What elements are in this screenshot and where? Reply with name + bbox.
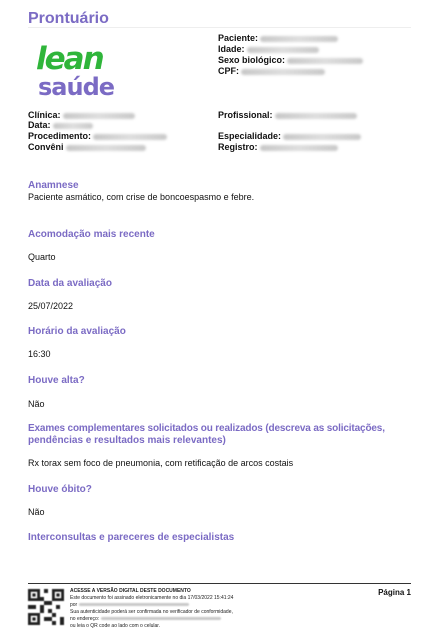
exames-heading-line1: Exames complementares solicitados ou realizados (descreva as solicitações,	[28, 423, 385, 434]
field-registro	[218, 142, 338, 153]
redacted-value	[66, 145, 146, 151]
logo-saude-text: saúde	[38, 73, 115, 101]
exames-text: Rx torax sem foco de pneumonia, com retificação de arcos costais	[28, 458, 294, 468]
qr-code	[28, 589, 64, 625]
field-data	[28, 120, 93, 131]
cpf-label: CPF:	[218, 66, 239, 76]
acomodacao-text: Quarto	[28, 252, 56, 262]
idade-label: Idade:	[218, 44, 245, 54]
redacted-value	[101, 617, 221, 620]
profissional-label: Profissional:	[218, 110, 273, 120]
footer-line4: no endereço:	[70, 616, 340, 623]
redacted-value	[241, 69, 325, 75]
anamnese-text: Paciente asmático, com crise de boncoespasmo e febre.	[28, 192, 255, 202]
footer-line3: Sua autenticidade poderá ser confirmada no verificador de conformidade,	[70, 609, 233, 615]
data-avaliacao-text: 25/07/2022	[28, 301, 74, 311]
convenio-label: Convêni	[28, 142, 64, 152]
redacted-value	[287, 58, 363, 64]
redacted-value	[275, 113, 357, 119]
field-sexo	[218, 55, 363, 66]
procedimento-label: Procedimento:	[28, 131, 92, 141]
footer-divider	[28, 583, 411, 584]
footer-line2: por	[70, 602, 340, 609]
horario-heading: Horário da avaliação	[28, 326, 126, 337]
alta-heading: Houve alta?	[28, 375, 85, 386]
footer-line5: ou leia o QR code ao lado com o celular.	[70, 623, 161, 629]
obito-heading: Houve óbito?	[28, 484, 92, 495]
redacted-value	[93, 134, 167, 140]
redacted-value	[260, 36, 338, 42]
footer-line1: Este documento foi assinado eletronicamente no dia 17/03/2022 15:41:24	[70, 595, 234, 601]
redacted-value	[63, 113, 135, 119]
field-procedimento	[28, 131, 167, 142]
redacted-value	[260, 145, 338, 151]
redacted-value	[53, 123, 93, 129]
field-idade	[218, 44, 319, 55]
acomodacao-heading: Acomodação mais recente	[28, 229, 155, 240]
exames-heading-line2: pendências e resultados mais relevantes)	[28, 435, 226, 446]
especialidade-label: Especialidade:	[218, 131, 282, 141]
interconsultas-heading: Interconsultas e pareceres de especialistas	[28, 532, 235, 543]
lean-saude-logo	[36, 41, 116, 102]
registro-label: Registro:	[218, 142, 258, 152]
alta-text: Não	[28, 399, 45, 409]
logo-lean-text: lean	[36, 41, 103, 77]
title-divider	[28, 27, 411, 28]
field-profissional	[218, 110, 357, 121]
data-avaliacao-heading: Data da avaliação	[28, 278, 112, 289]
footer-title: ACESSE A VERSÃO DIGITAL DESTE DOCUMENTO	[70, 588, 191, 594]
page-title: Prontuário	[28, 10, 109, 27]
clinica-label: Clínica:	[28, 110, 61, 120]
redacted-value	[247, 47, 319, 53]
sexo-label: Sexo biológico:	[218, 55, 286, 65]
anamnese-heading: Anamnese	[28, 180, 79, 191]
redacted-value	[283, 134, 361, 140]
field-especialidade	[218, 131, 361, 142]
field-convenio	[28, 142, 146, 153]
horario-text: 16:30	[28, 349, 51, 359]
data-label: Data:	[28, 120, 51, 130]
redacted-value	[79, 603, 189, 606]
page-number: Página 1	[378, 588, 411, 597]
field-paciente	[218, 33, 338, 44]
footer-verification-text	[70, 588, 340, 630]
field-cpf	[218, 66, 325, 77]
obito-text: Não	[28, 507, 45, 517]
paciente-label: Paciente:	[218, 33, 259, 43]
